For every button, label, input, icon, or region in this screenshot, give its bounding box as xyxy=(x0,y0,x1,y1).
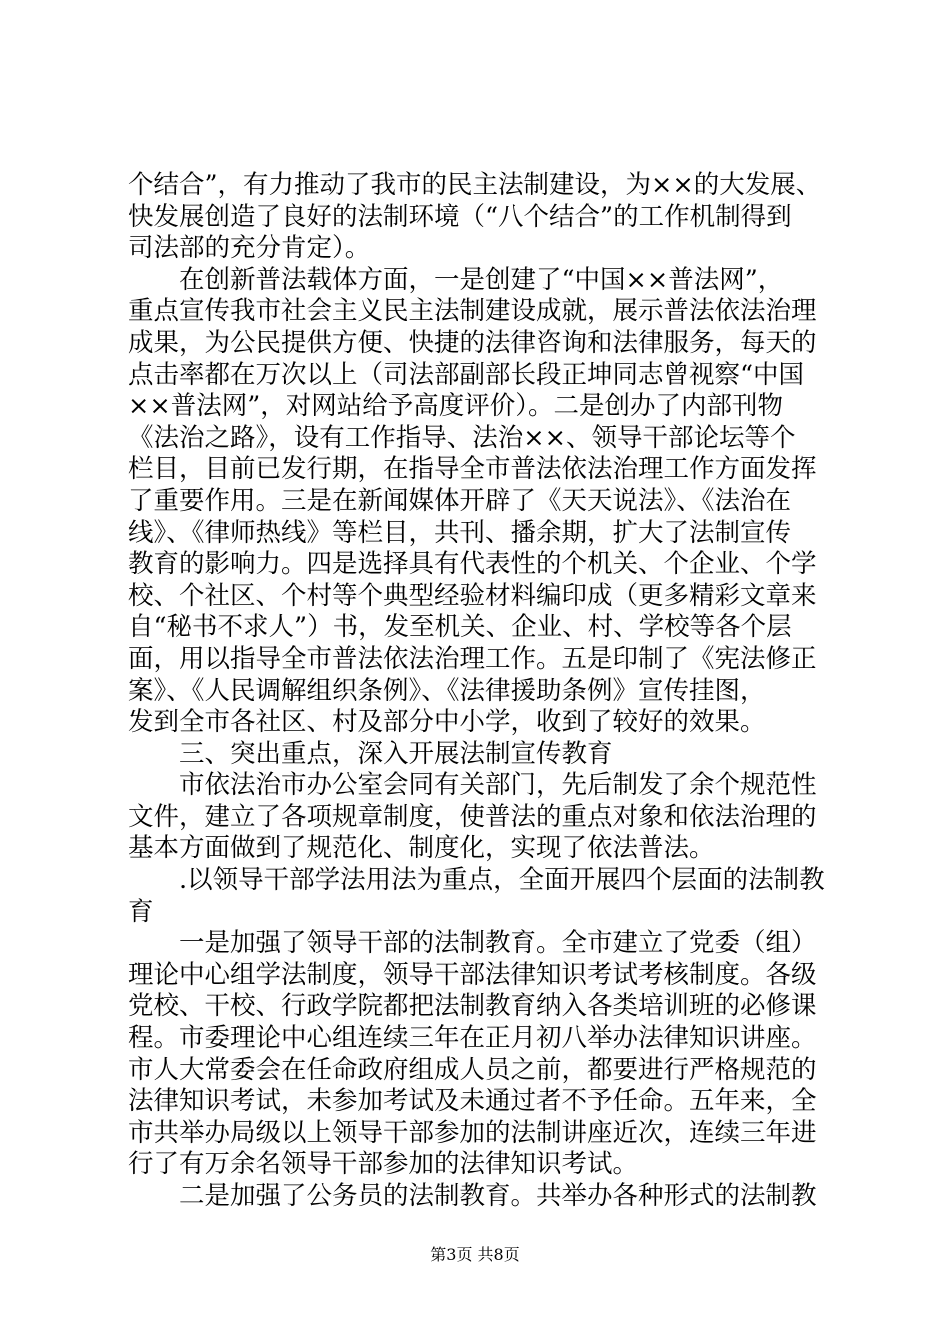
text-line: 党校、干校、行政学院都把法制教育纳入各类培训班的必修课 xyxy=(128,991,817,1022)
text-line: 法律知识考试，未参加考试及未通过者不予任命。五年来，全 xyxy=(128,1086,817,1117)
text-line: 一是加强了领导干部的法制教育。全市建立了党委（组） xyxy=(128,928,817,959)
text-line: 《法治之路》，设有工作指导、法治××、领导干部论坛等个 xyxy=(128,422,796,453)
text-line: 自“秘书不求人”）书，发至机关、企业、村、学校等各个层 xyxy=(128,612,792,643)
text-line: 快发展创造了良好的法制环境（“八个结合”的工作机制得到 xyxy=(128,201,792,232)
text-line: 程。市委理论中心组连续三年在正月初八举办法律知识讲座。 xyxy=(128,1023,817,1054)
text-line: 校、个社区、个村等个典型经验材料编印成（更多精彩文章来 xyxy=(128,580,817,611)
page-number: 第3页 共8页 xyxy=(430,1245,520,1264)
text-line: 点击率都在万次以上（司法部副部长段正坤同志曾视察“中国 xyxy=(128,359,805,390)
text-line: 个结合”，有力推动了我市的民主法制建设，为××的大发展、 xyxy=(128,170,822,200)
text-line: 市依法治市办公室会同有关部门，先后制发了余个规范性 xyxy=(128,770,817,801)
text-line: 司法部的充分肯定）。 xyxy=(128,233,371,264)
text-line: 市人大常委会在任命政府组成人员之前，都要进行严格规范的 xyxy=(128,1054,817,1085)
text-line: 重点宣传我市社会主义民主法制建设成就，展示普法依法治理 xyxy=(128,296,817,327)
text-line: 市共举办局级以上领导干部参加的法制讲座近次，连续三年进 xyxy=(128,1117,817,1148)
text-line: 基本方面做到了规范化、制度化，实现了依法普法。 xyxy=(128,833,715,864)
text-line: 文件，建立了各项规章制度，使普法的重点对象和依法治理的 xyxy=(128,801,817,832)
section-heading: 三、突出重点，深入开展法制宣传教育 xyxy=(128,738,613,769)
text-line: 行了有万余名领导干部参加的法律知识考试。 xyxy=(128,1149,639,1180)
subsection-heading: 育 xyxy=(128,896,154,927)
text-line: ××普法网”，对网站给予高度评价）。二是创办了内部刊物 xyxy=(128,391,784,422)
text-line: 案》、《人民调解组织条例》、《法律援助条例》宣传挂图， xyxy=(128,675,766,706)
text-line: 在创新普法载体方面，一是创建了“中国××普法网”， xyxy=(128,264,784,295)
text-line: 线》、《律师热线》等栏目，共刊、播余期，扩大了法制宣传 xyxy=(128,517,792,548)
text-line: 成果，为公民提供方便、快捷的法律咨询和法律服务，每天的 xyxy=(128,327,817,358)
text-line: 面，用以指导全市普法依法治理工作。五是印制了《宪法修正 xyxy=(128,643,817,674)
text-line: 二是加强了公务员的法制教育。共举办各种形式的法制教 xyxy=(128,1181,817,1211)
text-line: 教育的影响力。四是选择具有代表性的个机关、个企业、个学 xyxy=(128,549,817,580)
text-line: 了重要作用。三是在新闻媒体开辟了《天天说法》、《法治在 xyxy=(128,485,792,516)
text-line: 发到全市各社区、村及部分中小学，收到了较好的效果。 xyxy=(128,707,766,738)
text-line: 栏目，目前已发行期，在指导全市普法依法治理工作方面发挥 xyxy=(128,454,817,485)
page-footer xyxy=(0,1245,950,1265)
subsection-heading: .以领导干部学法用法为重点，全面开展四个层面的法制教 xyxy=(128,865,825,896)
text-line: 理论中心组学法制度，领导干部法律知识考试考核制度。各级 xyxy=(128,959,817,990)
document-body xyxy=(128,170,828,1213)
